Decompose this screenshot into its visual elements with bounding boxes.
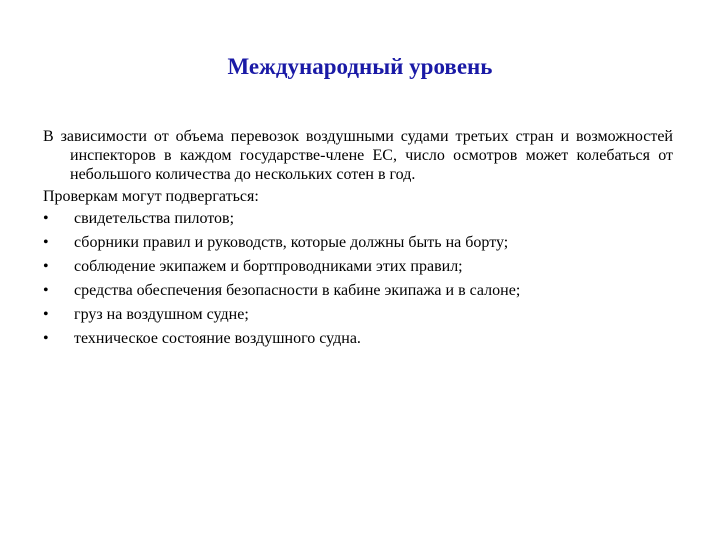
list-item-text: сборники правил и руководств, которые должны быть на борту; [74,234,509,251]
list-item-text: соблюдение экипажем и бортпроводниками этих правил; [74,258,463,275]
list-item [43,257,673,276]
bullet-icon: • [43,330,49,347]
inspection-list [43,209,673,348]
slide-body [43,127,673,353]
intro-paragraph: В зависимости от объема перевозок воздушными судами третьих стран и возможностей инспекторов в каждом государстве-члене ЕС, число осмотров может колебаться от небольшого количества до нескольких сотен в год. [43,128,673,183]
bullet-icon: • [43,282,49,299]
bullet-icon: • [43,234,49,251]
slide-title: Международный уровень [227,54,493,79]
list-item-text: техническое состояние воздушного судна. [74,330,361,347]
list-item [43,329,673,348]
bullet-icon: • [43,306,49,323]
list-item-text: груз на воздушном судне; [74,306,249,323]
bullet-icon: • [43,258,49,275]
lead-paragraph: Проверкам могут подвергаться: [43,188,259,205]
list-item [43,281,673,300]
list-item [43,233,673,252]
list-item-text: средства обеспечения безопасности в кабине экипажа и в салоне; [74,282,521,299]
list-item-text: свидетельства пилотов; [74,210,235,227]
bullet-icon: • [43,210,49,227]
list-item [43,209,673,228]
list-item [43,305,673,324]
